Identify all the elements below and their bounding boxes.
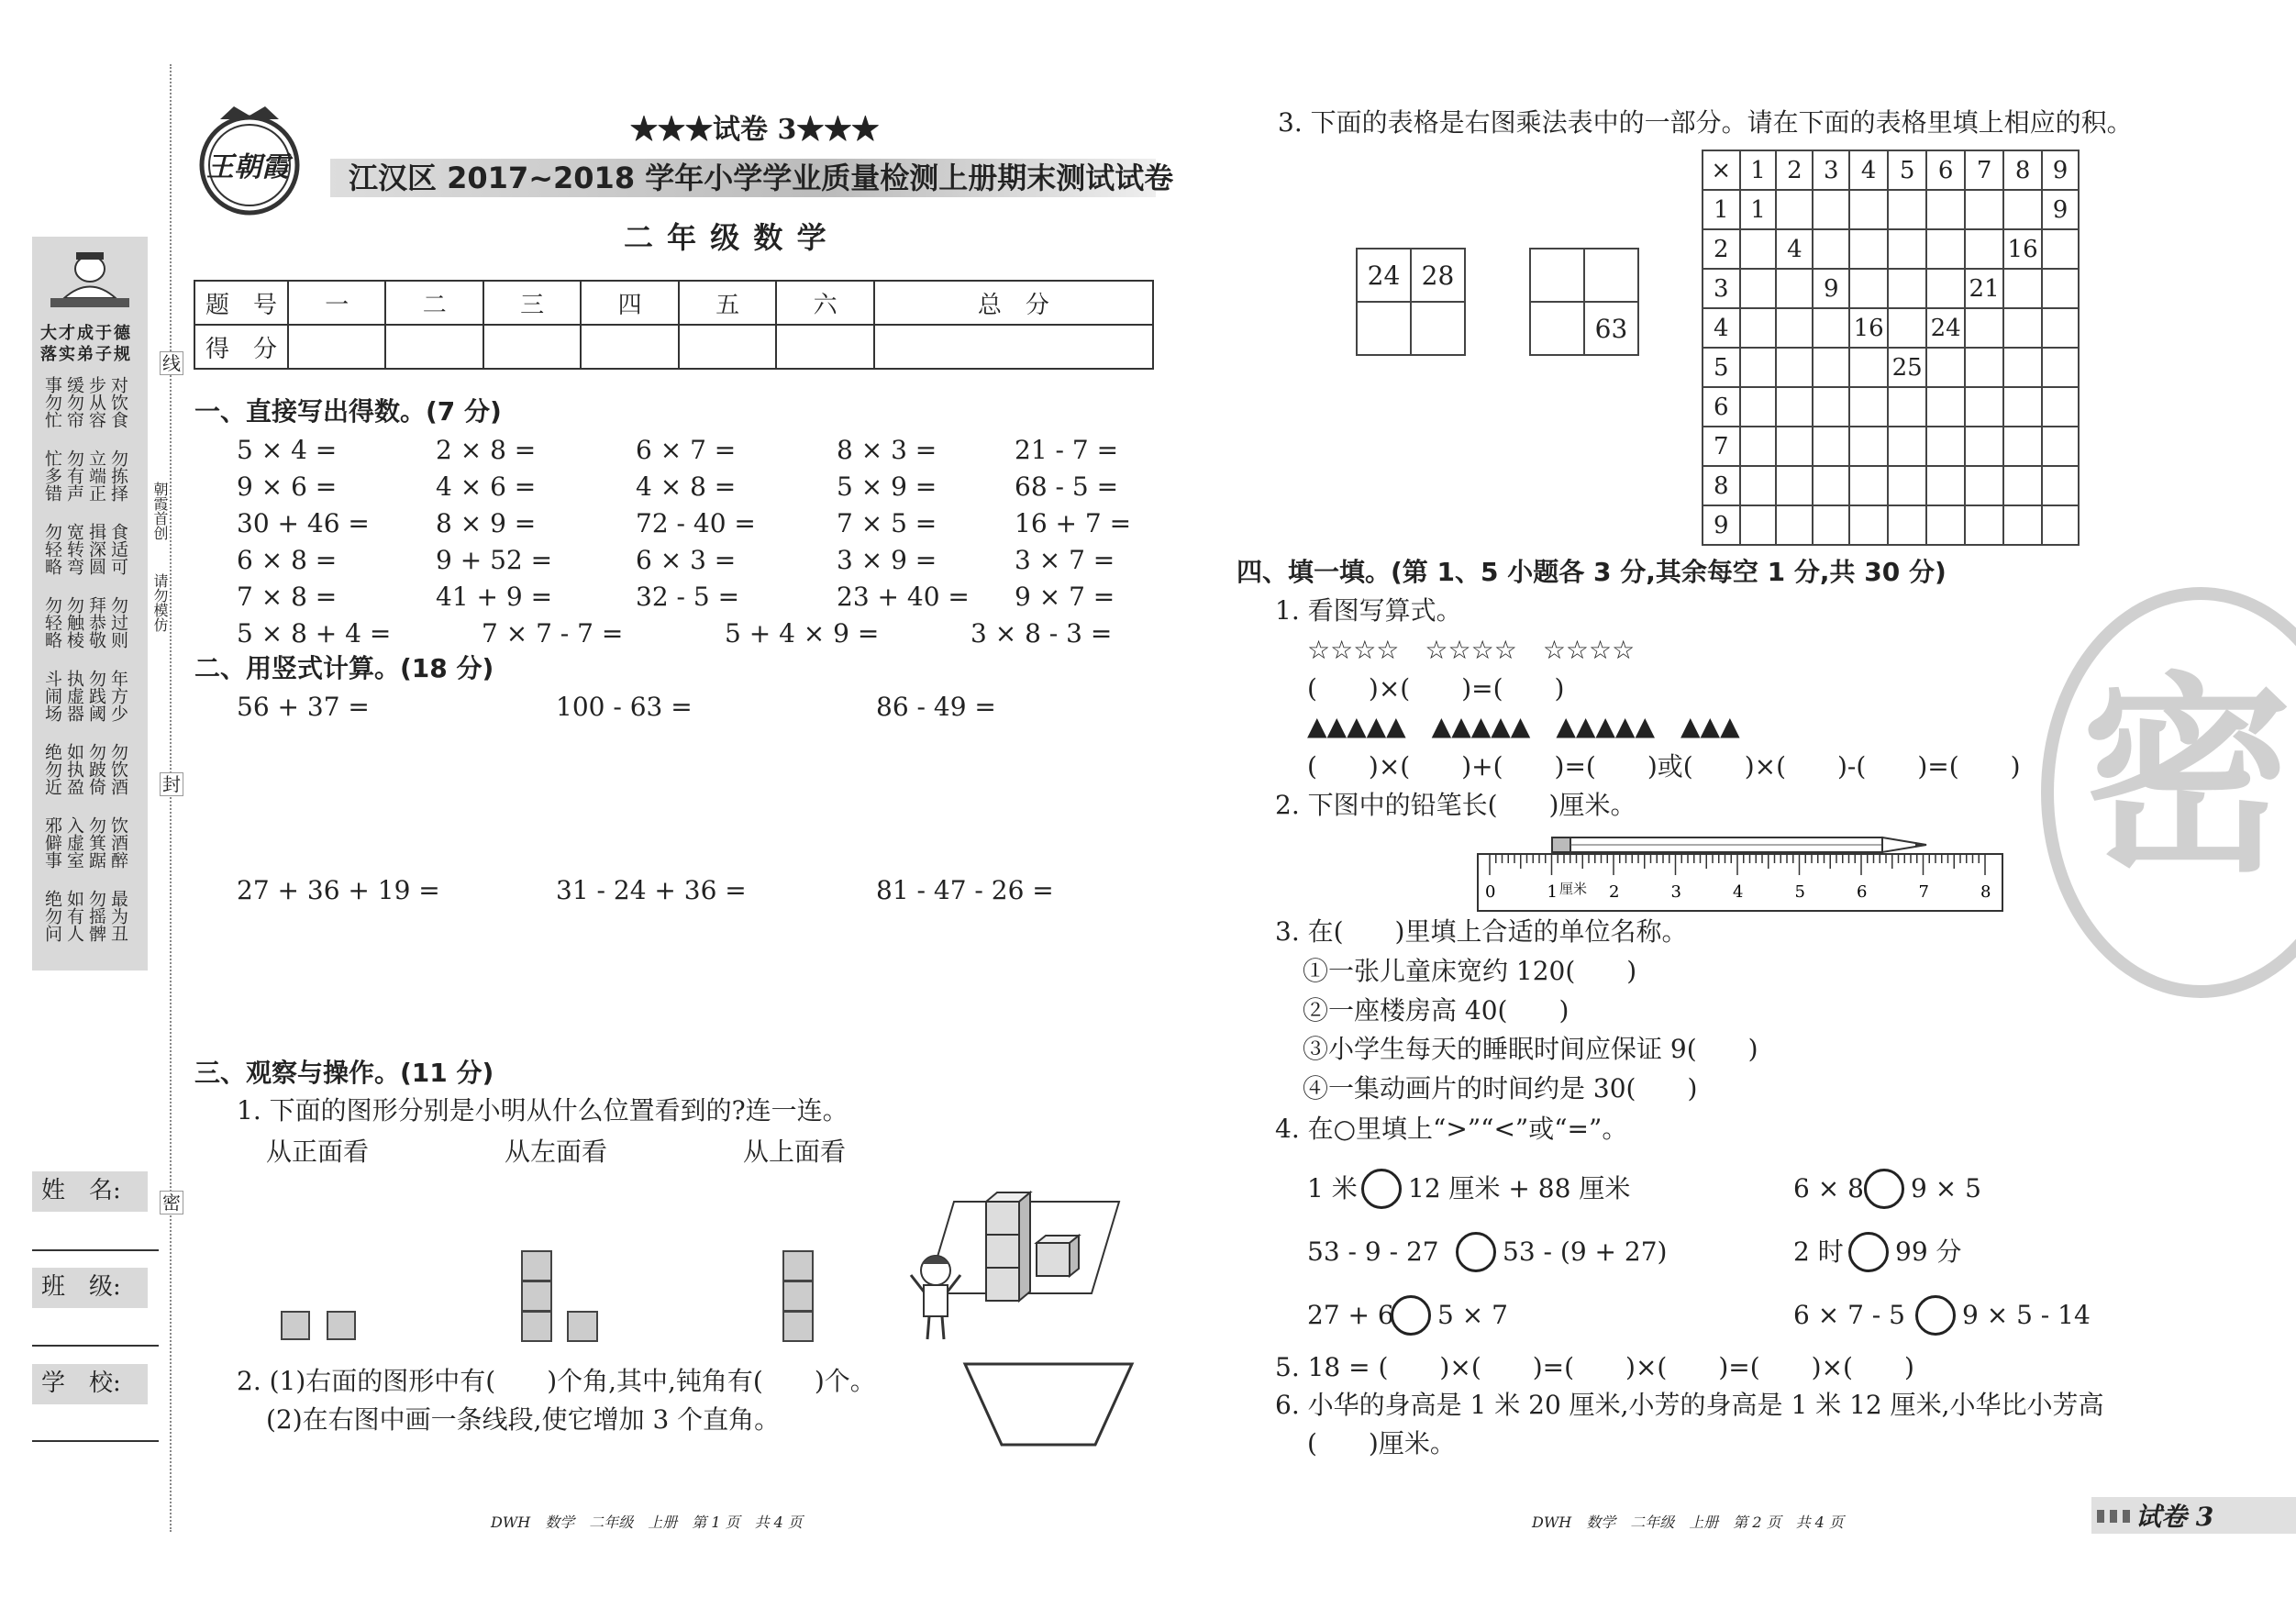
mult-table-cell[interactable] — [1740, 269, 1777, 308]
oral-problem[interactable]: 3 × 9 = — [837, 545, 937, 575]
vertical-calc-problem[interactable]: 27 + 36 + 19 = — [237, 875, 440, 905]
mult-table-cell[interactable] — [1849, 348, 1888, 387]
mult-table-cell: 21 — [1965, 269, 2003, 308]
ruler-label: 7 — [1918, 882, 1929, 902]
mult-table-cell[interactable] — [1888, 308, 1926, 348]
view-front-label: 从正面看 — [266, 1137, 370, 1167]
compare-5-circle[interactable] — [1391, 1295, 1431, 1336]
mult-table-cell[interactable] — [1926, 269, 1965, 308]
oral-problem[interactable]: 7 × 5 = — [837, 508, 937, 538]
name-label: 姓 名: — [41, 1177, 121, 1204]
sidebar-verse-column: 忙多错 — [42, 449, 62, 502]
oral-problem[interactable]: 68 - 5 = — [1015, 471, 1119, 502]
view-shape-c3 — [782, 1311, 814, 1342]
mult-table-cell[interactable] — [2042, 505, 2079, 545]
mult-table-cell[interactable] — [2042, 427, 2079, 466]
watermark-text: 密 — [2081, 656, 2293, 901]
compare-3-right: 53 - (9 + 27) — [1503, 1237, 1668, 1267]
section3-q2b: (2)在右图中画一条线段,使它增加 3 个直角。 — [266, 1404, 781, 1435]
mult-table-header-cell: 8 — [2003, 150, 2042, 190]
oral-problem[interactable]: 9 + 52 = — [436, 545, 553, 575]
section4-q2: 2. 下图中的铅笔长( )厘米。 — [1275, 790, 1636, 820]
compare-3-left: 53 - 9 - 27 — [1307, 1237, 1439, 1267]
mult-table-cell[interactable] — [1813, 466, 1849, 505]
ruler-label: 8 — [1980, 882, 1991, 902]
sidebar-verse-column: 执虚器 — [64, 670, 84, 722]
frag1-cell[interactable] — [1357, 302, 1411, 355]
oral-problem[interactable]: 9 × 7 = — [1015, 582, 1115, 612]
table-fragment-1 — [1356, 248, 1466, 356]
mult-table-cell[interactable] — [1965, 427, 2003, 466]
mult-table-cell: 4 — [1776, 229, 1813, 269]
oral-problem[interactable]: 4 × 8 = — [636, 471, 737, 502]
q3-item-3[interactable]: ③小学生每天的睡眠时间应保证 9( ) — [1303, 1034, 1758, 1064]
mult-table-header-cell: 3 — [1703, 269, 1740, 308]
sidebar-verse-column: 事勿忙 — [42, 376, 62, 428]
mult-table-cell[interactable] — [1926, 229, 1965, 269]
sidebar-verse-column: 最为丑 — [108, 890, 128, 942]
mult-table-cell[interactable] — [1813, 308, 1849, 348]
sidebar-verse-column: 勿跛倚 — [86, 743, 106, 795]
mult-table-cell[interactable] — [1776, 348, 1813, 387]
mult-table-header-cell: 2 — [1703, 229, 1740, 269]
sidebar-verse-column: 勿拣择 — [108, 449, 128, 502]
mult-table-cell[interactable] — [1740, 348, 1777, 387]
footer-right: DWH 数学 二年级 上册 第 2 页 共 4 页 — [1532, 1514, 1844, 1531]
section4-q4: 4. 在○里填上“>”“<”或“=”。 — [1275, 1114, 1628, 1144]
sidebar-motto-1: 大才成于德 — [40, 324, 132, 343]
mult-table-cell[interactable] — [1849, 466, 1888, 505]
mult-table-cell[interactable] — [1965, 466, 2003, 505]
class-line[interactable] — [32, 1345, 159, 1347]
ruler-label: 3 — [1670, 882, 1681, 902]
paper-label: ★★★试卷 3★★★ — [630, 114, 880, 146]
q1-answer-line2[interactable]: ( )×( )+( )=( )或( )×( )-( )=( ) — [1307, 751, 2021, 782]
cut-line — [170, 64, 172, 1532]
sidebar-verse-column: 拜恭敬 — [86, 596, 106, 649]
footer-left: DWH 数学 二年级 上册 第 1 页 共 4 页 — [491, 1514, 803, 1531]
mult-table-cell[interactable] — [1888, 505, 1926, 545]
subject-title: 二 年 级 数 学 — [624, 220, 828, 255]
mult-table-cell[interactable] — [1849, 387, 1888, 427]
ruler-label: 2 — [1609, 882, 1620, 902]
view-shape-b3 — [521, 1311, 552, 1342]
compare-2-left: 6 × 8 — [1793, 1173, 1864, 1203]
section4-q3: 3. 在( )里填上合适的单位名称。 — [1275, 916, 1688, 947]
ruler-label: 5 — [1794, 882, 1805, 902]
frag1-cell: 28 — [1411, 249, 1465, 302]
mult-table-cell[interactable] — [2003, 348, 2042, 387]
mult-table-cell[interactable] — [1776, 466, 1813, 505]
mult-table-header-cell: × — [1703, 150, 1740, 190]
mult-table-cell[interactable] — [1888, 229, 1926, 269]
mult-table-cell[interactable] — [1926, 505, 1965, 545]
compare-5-left: 27 + 6 — [1307, 1300, 1394, 1330]
oral-problem[interactable]: 9 × 6 = — [237, 471, 338, 502]
score-input-cell[interactable] — [288, 325, 385, 369]
mult-table-header-cell: 5 — [1703, 348, 1740, 387]
score-input-cell[interactable] — [483, 325, 581, 369]
mult-table-cell[interactable] — [1776, 190, 1813, 229]
mult-table-cell[interactable] — [1926, 387, 1965, 427]
oral-problem[interactable]: 7 × 7 - 7 = — [482, 618, 624, 649]
compare-6-circle[interactable] — [1915, 1295, 1956, 1336]
mult-table-cell[interactable] — [1740, 308, 1777, 348]
sidebar-verse-column: 勿过则 — [108, 596, 128, 649]
mult-table-cell[interactable] — [2042, 308, 2079, 348]
section4-q6a: 6. 小华的身高是 1 米 20 厘米,小芳的身高是 1 米 12 厘米,小华比小芳高 — [1275, 1390, 2104, 1420]
mult-table-cell[interactable] — [1813, 229, 1849, 269]
mult-table-cell[interactable] — [1813, 190, 1849, 229]
mult-table-cell[interactable] — [1813, 348, 1849, 387]
mult-table-cell[interactable] — [1926, 427, 1965, 466]
mult-table-cell[interactable] — [1776, 427, 1813, 466]
sidebar-motto-2: 落实弟子规 — [40, 345, 132, 364]
mult-table-cell[interactable] — [1740, 466, 1777, 505]
mult-table-cell[interactable] — [1926, 466, 1965, 505]
mult-table-cell[interactable] — [1926, 348, 1965, 387]
sidebar-verse-column: 如有人 — [64, 890, 84, 942]
q3-item-1[interactable]: ①一张儿童床宽约 120( ) — [1303, 956, 1637, 986]
mult-table-cell[interactable] — [1849, 269, 1888, 308]
oral-problem[interactable]: 5 + 4 × 9 = — [725, 618, 880, 649]
sidebar-verse-column: 宽转弯 — [64, 523, 84, 575]
oral-problem[interactable]: 8 × 3 = — [837, 435, 937, 465]
section4-q1: 1. 看图写算式。 — [1275, 595, 1462, 626]
mult-table-cell[interactable] — [2003, 269, 2042, 308]
score-input-cell[interactable] — [385, 325, 482, 369]
mult-table-header-cell: 8 — [1703, 466, 1740, 505]
frag1-cell: 24 — [1357, 249, 1411, 302]
sidebar-verse-column: 绝勿近 — [42, 743, 62, 795]
oral-problem[interactable]: 41 + 9 = — [436, 582, 553, 612]
mult-table-cell[interactable] — [1888, 466, 1926, 505]
mult-table-cell[interactable] — [1740, 229, 1777, 269]
sidebar-verse-column: 年方少 — [108, 670, 128, 722]
view-shape-b2 — [521, 1281, 552, 1312]
sidebar-verse-column: 饮酒醉 — [108, 816, 128, 869]
ruler-label: 4 — [1733, 882, 1744, 902]
mult-table-header-cell: 6 — [1926, 150, 1965, 190]
score-header-cell: 五 — [679, 281, 776, 325]
cube-scene-illustration — [904, 1165, 1124, 1348]
mult-table-cell: 16 — [1849, 308, 1888, 348]
oral-problem[interactable]: 72 - 40 = — [636, 508, 756, 538]
section3-title: 三、观察与操作。(11 分) — [194, 1058, 494, 1088]
mult-table-cell[interactable] — [2003, 387, 2042, 427]
mult-table-cell[interactable] — [1849, 505, 1888, 545]
q1-answer-line1[interactable]: ( )×( )=( ) — [1307, 673, 1565, 704]
mult-table-header-cell: 4 — [1849, 150, 1888, 190]
sidebar-verse-column: 入虚室 — [64, 816, 84, 869]
mult-table-cell[interactable] — [1965, 229, 2003, 269]
score-input-cell[interactable] — [874, 325, 1153, 369]
score-header-cell: 四 — [581, 281, 678, 325]
mult-table-cell[interactable] — [2042, 466, 2079, 505]
sidebar-verse-column: 勿有声 — [64, 449, 84, 502]
mult-table-cell[interactable] — [2003, 466, 2042, 505]
mult-table-cell[interactable] — [1965, 190, 2003, 229]
oral-problem[interactable]: 6 × 7 = — [636, 435, 737, 465]
trapezoid-figure[interactable] — [961, 1360, 1136, 1448]
class-label: 班 级: — [41, 1273, 121, 1301]
mult-table-cell[interactable] — [2042, 269, 2079, 308]
section4-q6b[interactable]: ( )厘米。 — [1307, 1428, 1456, 1458]
section1-title: 一、直接写出得数。(7 分) — [194, 396, 502, 427]
score-header-cell: 题 号 — [194, 281, 288, 325]
sidebar-verse-column: 勿箕踞 — [86, 816, 106, 869]
mult-table-cell: 9 — [1813, 269, 1849, 308]
mult-table-header-cell: 4 — [1703, 308, 1740, 348]
mult-table-cell[interactable] — [2042, 387, 2079, 427]
score-header-cell: 总 分 — [874, 281, 1153, 325]
q3-item-4[interactable]: ④一集动画片的时间约是 30( ) — [1303, 1073, 1698, 1103]
ruler-unit: 厘米 — [1559, 881, 1588, 897]
view-left-label: 从左面看 — [505, 1137, 608, 1167]
mult-table-cell[interactable] — [1888, 387, 1926, 427]
mult-table-cell[interactable] — [2003, 308, 2042, 348]
mult-table-cell[interactable] — [1740, 387, 1777, 427]
oral-problem[interactable]: 6 × 3 = — [636, 545, 737, 575]
compare-6-left: 6 × 7 - 5 — [1793, 1300, 1905, 1330]
mult-table-cell[interactable] — [2003, 190, 2042, 229]
cut-mark-1: 线 — [160, 351, 183, 375]
oral-problem[interactable]: 32 - 5 = — [636, 582, 740, 612]
oral-problem[interactable]: 5 × 4 = — [237, 435, 338, 465]
school-label: 学 校: — [41, 1370, 121, 1397]
oral-problem[interactable]: 2 × 8 = — [436, 435, 537, 465]
sidebar-verse-column: 步从容 — [86, 376, 106, 428]
oral-problem[interactable]: 3 × 7 = — [1015, 545, 1115, 575]
mult-table-cell[interactable] — [1813, 505, 1849, 545]
sidebar-verse-column: 食适可 — [108, 523, 128, 575]
score-input-cell[interactable] — [581, 325, 678, 369]
sidebar-verse-column: 如执盈 — [64, 743, 84, 795]
section2-title: 二、用竖式计算。(18 分) — [194, 653, 494, 683]
score-table — [194, 280, 1154, 370]
school-line[interactable] — [32, 1440, 159, 1442]
mult-table-header-cell: 9 — [2042, 150, 2079, 190]
view-shape-a1 — [281, 1311, 310, 1340]
mult-table-cell: 24 — [1926, 308, 1965, 348]
mult-table-header-cell: 1 — [1740, 150, 1777, 190]
compare-4-left: 2 时 — [1793, 1237, 1844, 1267]
mult-table-cell[interactable] — [2042, 348, 2079, 387]
vertical-calc-problem[interactable]: 31 - 24 + 36 = — [556, 875, 747, 905]
sidebar-note-2: 请勿模仿 — [151, 573, 169, 632]
mult-table-header-cell: 5 — [1888, 150, 1926, 190]
corner-label: 试卷 3 — [2135, 1502, 2214, 1532]
pencil — [1550, 835, 1936, 855]
oral-problem[interactable]: 3 × 8 - 3 = — [971, 618, 1113, 649]
mult-table-cell[interactable] — [2042, 229, 2079, 269]
score-label-cell: 得 分 — [194, 325, 288, 369]
ruler-label: 1 — [1547, 882, 1558, 902]
sidebar-verse-column: 勿轻略 — [42, 596, 62, 649]
mult-table-cell: 9 — [2042, 190, 2079, 229]
view-top-label: 从上面看 — [743, 1137, 847, 1167]
mult-table-header-cell: 9 — [1703, 505, 1740, 545]
sidebar-verse-column: 邪僻事 — [42, 816, 62, 869]
q3-text: 3. 下面的表格是右图乘法表中的一部分。请在下面的表格里填上相应的积。 — [1278, 107, 2133, 138]
cut-mark-3: 密 — [160, 1191, 183, 1214]
mult-table-header-cell: 6 — [1703, 387, 1740, 427]
mult-table-cell: 25 — [1888, 348, 1926, 387]
sidebar-verse-column: 勿饮酒 — [108, 743, 128, 795]
frag2-cell[interactable] — [1584, 249, 1638, 302]
oral-problem[interactable]: 6 × 8 = — [237, 545, 338, 575]
score-header-cell: 二 — [385, 281, 482, 325]
oral-problem[interactable]: 8 × 9 = — [436, 508, 537, 538]
mult-table-header-cell: 3 — [1813, 150, 1849, 190]
vertical-calc-problem[interactable]: 81 - 47 - 26 = — [876, 875, 1054, 905]
sidebar-note-1: 朝霞首创 — [151, 482, 169, 540]
mult-table-cell[interactable] — [1888, 269, 1926, 308]
frag2-cell[interactable] — [1530, 249, 1584, 302]
section4-q5[interactable]: 5. 18 = ( )×( )=( )×( )=( )×( ) — [1275, 1352, 1914, 1382]
mult-table-cell[interactable] — [1965, 348, 2003, 387]
compare-2-circle[interactable] — [1864, 1169, 1904, 1209]
ruler — [1477, 853, 2003, 912]
score-header-cell: 六 — [776, 281, 873, 325]
confidential-seal — [2041, 587, 2296, 998]
mult-table-cell[interactable] — [1965, 505, 2003, 545]
view-shape-c2 — [782, 1281, 814, 1312]
mult-table-cell[interactable] — [2003, 427, 2042, 466]
vertical-calc-problem[interactable]: 100 - 63 = — [556, 692, 693, 722]
compare-5-right: 5 × 7 — [1437, 1300, 1508, 1330]
score-input-cell[interactable] — [776, 325, 873, 369]
logo-text: 王朝霞 — [206, 151, 289, 183]
mult-table-cell[interactable] — [1888, 190, 1926, 229]
oral-problem[interactable]: 21 - 7 = — [1015, 435, 1119, 465]
view-shape-a2 — [327, 1311, 356, 1340]
mult-table-cell: 16 — [2003, 229, 2042, 269]
mult-table-cell[interactable] — [1740, 505, 1777, 545]
sidebar-verse-column: 勿践阈 — [86, 670, 106, 722]
vertical-calc-problem[interactable]: 56 + 37 = — [237, 692, 370, 722]
compare-1-right: 12 厘米 + 88 厘米 — [1408, 1173, 1631, 1203]
sidebar-verse-column: 勿触棱 — [64, 596, 84, 649]
name-line[interactable] — [32, 1249, 159, 1251]
section4-title: 四、填一填。(第 1、5 小题各 3 分,其余每空 1 分,共 30 分) — [1237, 557, 1947, 587]
compare-2-right: 9 × 5 — [1911, 1173, 1981, 1203]
mult-table-cell[interactable] — [1888, 427, 1926, 466]
table-fragment-2 — [1529, 248, 1639, 356]
score-header-cell: 一 — [288, 281, 385, 325]
oral-problem[interactable]: 30 + 46 = — [237, 508, 370, 538]
triangles-row: ▲▲▲▲▲ ▲▲▲▲▲ ▲▲▲▲▲ ▲▲▲ — [1307, 711, 1740, 741]
compare-4-right: 99 分 — [1895, 1237, 1962, 1267]
mult-table-cell[interactable] — [1776, 269, 1813, 308]
mult-table-cell[interactable] — [1813, 387, 1849, 427]
view-shape-c1 — [782, 1250, 814, 1281]
mult-table-cell: 1 — [1740, 190, 1777, 229]
compare-1-circle[interactable] — [1361, 1169, 1402, 1209]
view-shape-b4 — [567, 1311, 598, 1342]
sidebar-verse-column: 缓勿帘 — [64, 376, 84, 428]
mult-table-header-cell: 7 — [1703, 427, 1740, 466]
multiplication-table — [1702, 150, 2080, 546]
compare-4-circle[interactable] — [1848, 1232, 1889, 1272]
oral-problem[interactable]: 4 × 6 = — [436, 471, 537, 502]
oral-problem[interactable]: 5 × 9 = — [837, 471, 937, 502]
stars-row: ☆☆☆☆ ☆☆☆☆ ☆☆☆☆ — [1307, 635, 1636, 665]
mult-table-cell[interactable] — [1776, 308, 1813, 348]
sidebar-verse-column: 揖深圆 — [86, 523, 106, 575]
ruler-label: 0 — [1485, 882, 1496, 902]
section3-q2a: 2. (1)右面的图形中有( )个角,其中,钝角有( )个。 — [237, 1366, 876, 1396]
mult-table-header-cell: 1 — [1703, 190, 1740, 229]
sidebar-verse-column: 对饮食 — [108, 376, 128, 428]
mult-table-header-cell: 2 — [1776, 150, 1813, 190]
mult-table-header-cell: 7 — [1965, 150, 2003, 190]
compare-1-left: 1 米 — [1307, 1173, 1358, 1203]
cut-mark-2: 封 — [160, 772, 183, 796]
exam-title: 江汉区 2017~2018 学年小学学业质量检测上册期末测试试卷 — [349, 161, 1174, 195]
ruler-label: 6 — [1857, 882, 1868, 902]
oral-problem[interactable]: 23 + 40 = — [837, 582, 970, 612]
sidebar-verse-column: 立端正 — [86, 449, 106, 502]
score-header-cell: 三 — [483, 281, 581, 325]
mult-table-cell[interactable] — [1965, 308, 2003, 348]
section3-q1: 1. 下面的图形分别是小明从什么位置看到的?连一连。 — [237, 1095, 849, 1126]
oral-problem[interactable]: 5 × 8 + 4 = — [237, 618, 392, 649]
view-shape-b1 — [521, 1250, 552, 1281]
q3-item-2[interactable]: ②一座楼房高 40( ) — [1303, 995, 1569, 1026]
sidebar-verse-column: 勿摇髀 — [86, 890, 106, 942]
mult-table-cell[interactable] — [1776, 505, 1813, 545]
mult-table-cell[interactable] — [2003, 505, 2042, 545]
mult-table-cell[interactable] — [1813, 427, 1849, 466]
oral-problem[interactable]: 7 × 8 = — [237, 582, 338, 612]
oral-problem[interactable]: 16 + 7 = — [1015, 508, 1132, 538]
mult-table-cell[interactable] — [1926, 190, 1965, 229]
frag1-cell[interactable] — [1411, 302, 1465, 355]
vertical-calc-problem[interactable]: 86 - 49 = — [876, 692, 996, 722]
sidebar-verse-column: 勿轻略 — [42, 523, 62, 575]
corner-dots-icon — [2097, 1510, 2134, 1523]
sidebar-verse-column: 斗闹场 — [42, 670, 62, 722]
compare-3-circle[interactable] — [1456, 1232, 1496, 1272]
compare-6-right: 9 × 5 - 14 — [1962, 1300, 2091, 1330]
scholar-figure — [41, 243, 139, 316]
score-input-cell[interactable] — [679, 325, 776, 369]
mult-table-cell[interactable] — [1740, 427, 1777, 466]
mult-table-cell[interactable] — [1776, 387, 1813, 427]
frag2-cell[interactable] — [1530, 302, 1584, 355]
mult-table-cell[interactable] — [1849, 190, 1888, 229]
mult-table-cell[interactable] — [1849, 229, 1888, 269]
frag2-cell: 63 — [1584, 302, 1638, 355]
mult-table-cell[interactable] — [1849, 427, 1888, 466]
mult-table-cell[interactable] — [1965, 387, 2003, 427]
sidebar-verse-column: 绝勿问 — [42, 890, 62, 942]
